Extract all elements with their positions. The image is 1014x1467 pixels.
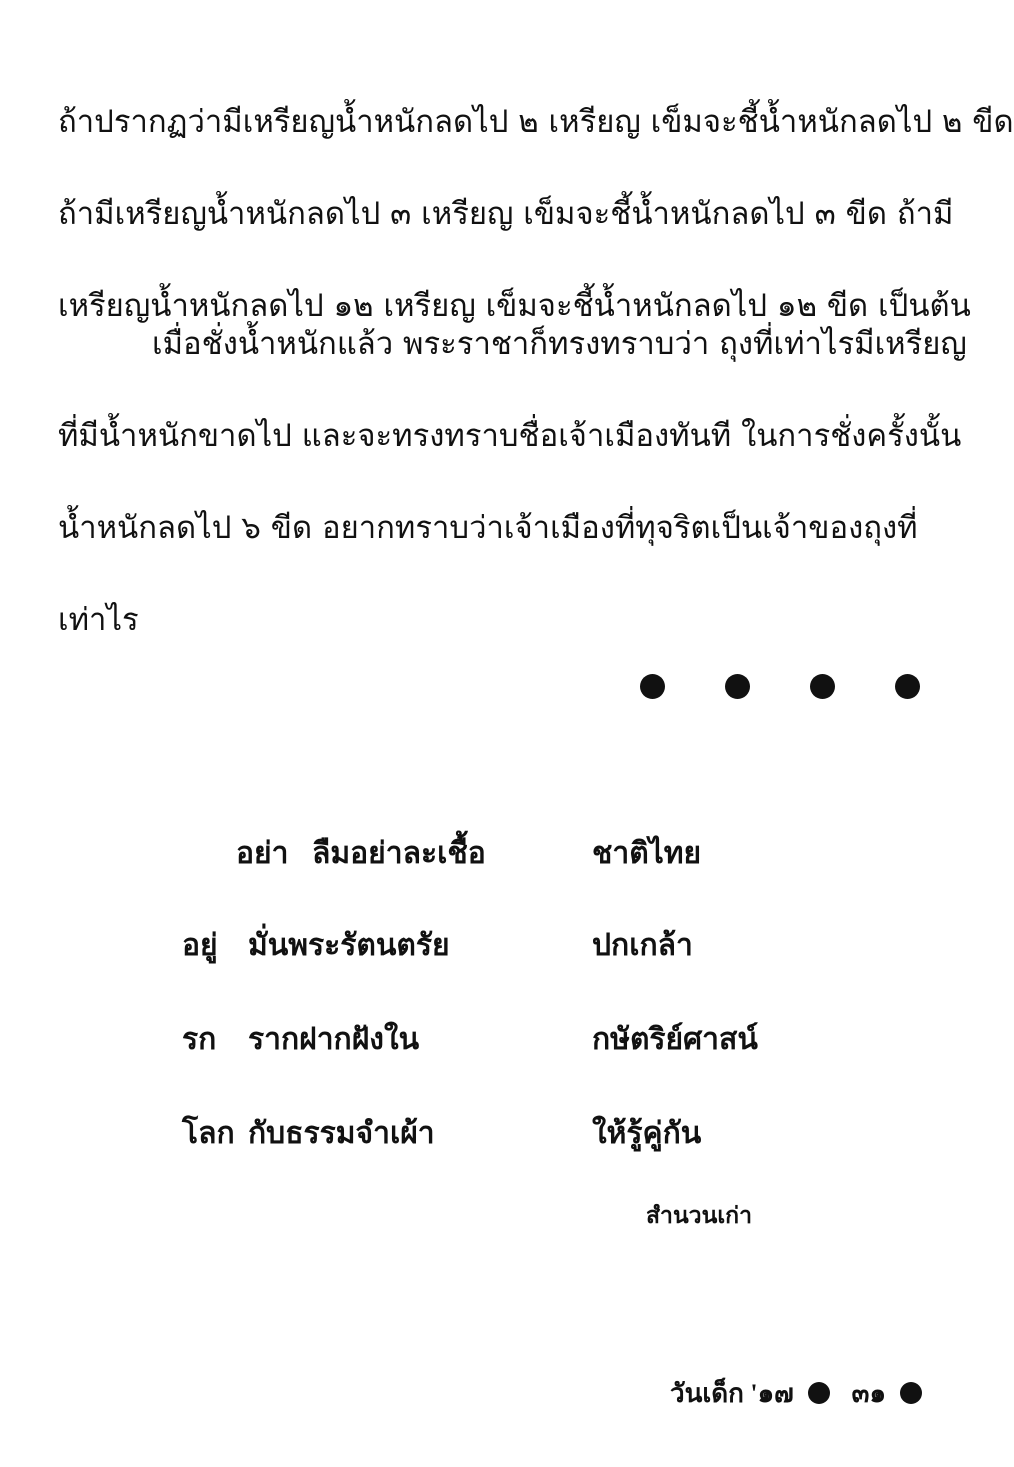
poem-line-second-half: กษัตริย์ศาสน์ bbox=[592, 1023, 758, 1056]
poem-line-start: อยู่ bbox=[182, 929, 218, 962]
text-line: ถ้ามีเหรียญน้ำหนักลดไป ๓ เหรียญ เข็มจะชี้น้ำหนักลดไป ๓ ขีด ถ้ามี bbox=[58, 196, 954, 232]
poem-source: สำนวนเก่า bbox=[646, 1203, 753, 1228]
poem-line-first-half: รากฝากฝังใน bbox=[248, 1023, 420, 1056]
poem-line bbox=[0, 1010, 982, 1070]
poem-line bbox=[0, 824, 982, 884]
page-number: ๓๑ bbox=[851, 1378, 886, 1408]
text-line: เมื่อชั่งน้ำหนักแล้ว พระราชาก็ทรงทราบว่า ถุงที่เท่าไรมีเหรียญ bbox=[152, 326, 967, 362]
poem-line-first-half: กับธรรมจำเผ้า bbox=[248, 1117, 435, 1150]
footer-dot-icon bbox=[808, 1382, 830, 1404]
poem-line bbox=[0, 1104, 982, 1164]
poem-line-second-half: ปกเกล้า bbox=[592, 929, 693, 962]
poem-line-second-half: ให้รู้คู่กัน bbox=[592, 1117, 702, 1150]
poem-line bbox=[0, 916, 982, 976]
text-line: น้ำหนักลดไป ๖ ขีด อยากทราบว่าเจ้าเมืองที่ทุจริตเป็นเจ้าของถุงที่ bbox=[58, 510, 918, 546]
footer-dot-icon bbox=[900, 1382, 922, 1404]
text-line: เท่าไร bbox=[58, 602, 139, 638]
page-footer bbox=[670, 1370, 922, 1416]
poem-line-start: อย่า bbox=[236, 837, 289, 870]
text-line: เหรียญน้ำหนักลดไป ๑๒ เหรียญ เข็มจะชี้น้ำหนักลดไป ๑๒ ขีด เป็นต้น bbox=[58, 288, 971, 324]
poem-line-start: รก bbox=[182, 1023, 217, 1056]
poem-line-first-half: มั่นพระรัตนตรัย bbox=[248, 929, 450, 962]
text-line: ที่มีน้ำหนักขาดไป และจะทรงทราบชื่อเจ้าเมืองทันที ในการชั่งครั้งนั้น bbox=[58, 418, 962, 454]
poem-line-first-half: ลืมอย่าละเชื้อ bbox=[312, 837, 486, 870]
poem-line-start: โลก bbox=[182, 1117, 235, 1150]
footer-book-title: วันเด็ก '๑๗ bbox=[670, 1378, 794, 1408]
poem-line-second-half: ชาติไทย bbox=[592, 837, 702, 870]
text-line: ถ้าปรากฏว่ามีเหรียญน้ำหนักลดไป ๒ เหรียญ เข็มจะชี้น้ำหนักลดไป ๒ ขีด bbox=[58, 104, 1014, 140]
